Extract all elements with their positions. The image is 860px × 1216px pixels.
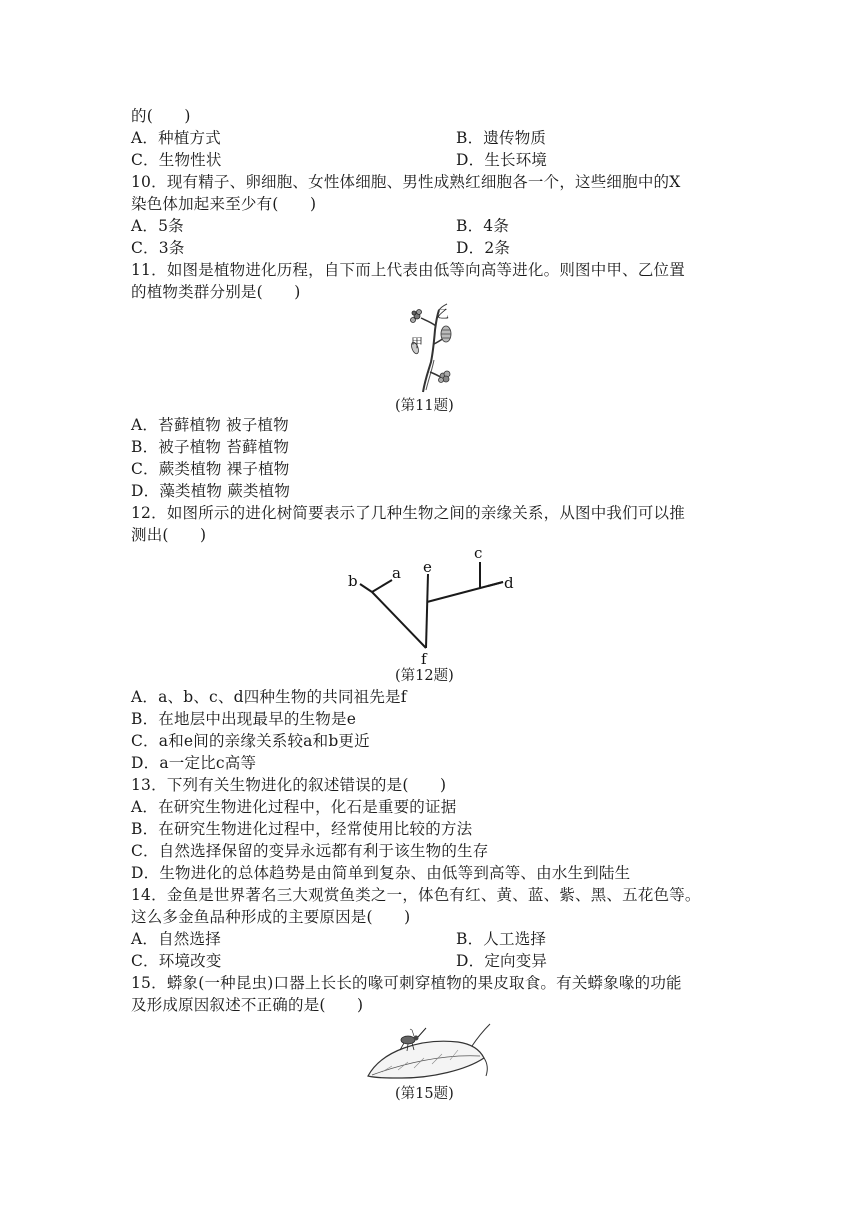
tree-label-e: e: [423, 558, 432, 576]
q12-option-b: B．在地层中出现最早的生物是e: [131, 710, 357, 728]
q12-caption: (第12题): [395, 668, 454, 684]
q11-option-b: B．被子植物 苔藓植物: [131, 438, 290, 456]
q14-stem-line1: 14．金鱼是世界著名三大观赏鱼类之一，体色有红、黄、蓝、紫、黑、五花色等。: [131, 886, 701, 904]
q12-option-c: C．a和e间的亲缘关系较a和b更近: [131, 732, 370, 750]
q11-plant-evolution-figure: [395, 302, 465, 394]
tree-label-d: d: [504, 574, 514, 592]
q13-option-b: B．在研究生物进化过程中，经常使用比较的方法: [131, 820, 473, 838]
conifer-cone-icon: [441, 326, 451, 342]
plant-branch-top: [421, 318, 436, 326]
q12-stem-line2: 测出( ): [131, 526, 207, 544]
q10-stem-line2: 染色体加起来至少有( ): [131, 195, 317, 213]
tree-label-c: c: [474, 544, 483, 562]
moss-cluster-icon: [439, 371, 451, 383]
q12-option-d: D．a一定比c高等: [131, 754, 257, 772]
q11-stem-line2: 的植物类群分别是( ): [131, 283, 301, 301]
q15-stem-line2: 及形成原因叙述不正确的是( ): [131, 996, 364, 1014]
q15-weevil-on-fruit-figure: [362, 1020, 492, 1082]
q12-stem-line1: 12．如图所示的进化树简要表示了几种生物之间的亲缘关系，从图中我们可以推: [131, 504, 685, 522]
q12-evolution-tree-figure: [340, 544, 520, 666]
q11-option-d: D．藻类植物 蕨类植物: [131, 482, 291, 500]
q11-stem-line1: 11．如图是植物进化历程，自下而上代表由低等向高等进化。则图中甲、乙位置: [131, 261, 685, 279]
q10-option-d: D．2条: [456, 239, 511, 257]
q14-option-c: C．环境改变: [131, 952, 222, 970]
q15-stem-line1: 15．蟒象(一种昆虫)口器上长长的喙可刺穿植物的果皮取食。有关蟒象喙的功能: [131, 974, 682, 992]
label-yi: 乙: [437, 307, 450, 321]
tree-label-a: a: [392, 564, 401, 582]
q9-option-d: D．生长环境: [456, 151, 548, 169]
q14-stem-line2: 这么多金鱼品种形成的主要原因是( ): [131, 908, 411, 926]
q10-option-c: C．3条: [131, 239, 185, 257]
flower-cluster-icon: [411, 310, 422, 323]
q11-option-c: C．蕨类植物 裸子植物: [131, 460, 290, 478]
q10-option-b: B．4条: [456, 217, 510, 235]
q13-stem: 13．下列有关生物进化的叙述错误的是( ): [131, 776, 447, 794]
q9-option-c: C．生物性状: [131, 151, 222, 169]
q12-option-a: A．a、b、c、d四种生物的共同祖先是f: [131, 688, 407, 706]
q9-option-a: A．种植方式: [131, 129, 221, 147]
fruit-leaf-icon: [368, 1024, 490, 1078]
tree-label-b: b: [348, 572, 358, 590]
q13-option-c: C．自然选择保留的变异永远都有利于该生物的生存: [131, 842, 489, 860]
q11-option-a: A．苔藓植物 被子植物: [131, 416, 289, 434]
q11-caption: (第11题): [395, 398, 454, 414]
label-jia: 甲: [411, 336, 424, 350]
q10-option-a: A．5条: [131, 217, 184, 235]
q10-stem-line1: 10．现有精子、卵细胞、女性体细胞、男性成熟红细胞各一个，这些细胞中的X: [131, 173, 681, 191]
q9-stem-tail: 的( ): [131, 107, 191, 125]
q14-option-d: D．定向变异: [456, 952, 548, 970]
q9-option-b: B．遗传物质: [456, 129, 547, 147]
q14-option-b: B．人工选择: [456, 930, 547, 948]
q14-option-a: A．自然选择: [131, 930, 221, 948]
q13-option-d: D．生物进化的总体趋势是由简单到复杂、由低等到高等、由水生到陆生: [131, 864, 631, 882]
q15-caption: (第15题): [395, 1086, 454, 1102]
tree-label-f: f: [421, 650, 427, 666]
q13-option-a: A．在研究生物进化过程中，化石是重要的证据: [131, 798, 457, 816]
